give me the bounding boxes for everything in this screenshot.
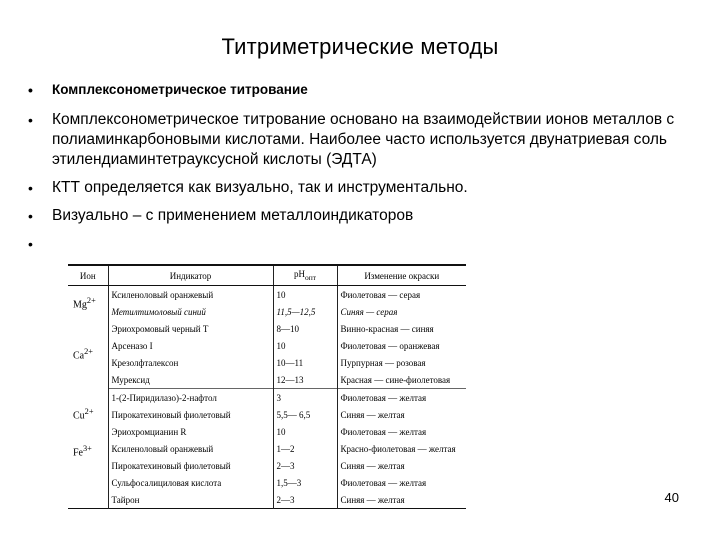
color-cell: Фиолетовая — оранжевая [340, 340, 440, 351]
ph-cell: 10—11 [273, 354, 337, 371]
color-cell: Синяя — серая [340, 306, 398, 317]
indicator-cell: Эриохромцианин R [108, 423, 273, 440]
table-row [68, 457, 466, 474]
bullet-text: Визуально – с применением металлоиндикаторов [52, 207, 414, 224]
page-number: 40 [664, 490, 679, 505]
indicator-cell: Ксиленоловый оранжевый [108, 440, 273, 457]
ph-cell: 11,5—12,5 [273, 303, 337, 320]
bullet-dot: • [28, 208, 33, 224]
bullet-dot: • [28, 180, 33, 196]
indicator-table [68, 264, 466, 509]
indicator-cell: Арсеназо I [108, 337, 273, 354]
bullet-text: Комплексонометрическое титрование основано на взаимодействии ионов металлов с полиаминкарбоновыми кислотами. Наиболее часто используется двунатриевая соль этилендиаминтетрауксусной кислоты (ЭДТА) [52, 111, 675, 168]
header-indicator: Индикатор [108, 265, 273, 286]
table-row [68, 354, 466, 371]
ph-cell: 1—2 [273, 440, 337, 457]
indicator-cell: Мурексид [108, 371, 273, 389]
table-row [68, 474, 466, 491]
ph-cell: 10 [273, 286, 337, 304]
ph-cell: 1,5—3 [273, 474, 337, 491]
color-cell: Фиолетовая — желтая [340, 426, 427, 437]
ion-cu: $Cu^{2+}$ [68, 389, 108, 441]
ion-ca: $Ca^{2+}$ [68, 320, 108, 389]
table-row [68, 303, 466, 320]
color-cell: Синяя — желтая [340, 409, 405, 420]
indicator-cell: 1-(2-Пиридилазо)-2-нафтол [108, 389, 273, 407]
color-cell: Синяя — желтая [340, 494, 405, 505]
bullet-text: КТТ определяется как визуально, так и инструментально. [52, 179, 468, 196]
header-ion: Ион [68, 265, 108, 286]
table-row [68, 320, 466, 337]
header-ph: $pH_{опт}$ [273, 265, 337, 286]
indicator-cell: Сульфосалициловая кислота [108, 474, 273, 491]
color-cell: Фиолетовая — желтая [340, 477, 427, 488]
bullet-text: Комплексонометрическое титрование [52, 82, 308, 97]
color-cell: Синяя — желтая [340, 460, 405, 471]
ph-cell: 8—10 [273, 320, 337, 337]
indicator-cell: Эриохромовый черный Т [108, 320, 273, 337]
table-row [68, 491, 466, 509]
color-cell: Винно-красная — синяя [340, 323, 434, 334]
ph-cell: 12—13 [273, 371, 337, 389]
bullet-item [28, 80, 698, 100]
ph-cell: 10 [273, 337, 337, 354]
ph-cell: 2—3 [273, 491, 337, 509]
color-cell: Фиолетовая — серая [340, 289, 421, 300]
indicator-cell: Метилтимоловый синий [108, 303, 273, 320]
slide-title: Титриметрические методы [221, 34, 499, 59]
bullet-dot: • [28, 236, 33, 252]
ion-fe: $Fe^{3+}$ [68, 440, 108, 509]
color-cell: Фиолетовая — желтая [337, 389, 466, 407]
table-row [68, 440, 466, 457]
ph-cell: 2—3 [273, 457, 337, 474]
table-row [68, 389, 466, 407]
indicator-cell: Тайрон [108, 491, 273, 509]
table-row [68, 423, 466, 440]
header-color-change: Изменение окраски [337, 265, 466, 286]
bullet-dot: • [28, 112, 33, 128]
indicator-cell: Пирокатехиновый фиолетовый [108, 457, 273, 474]
table-row [68, 337, 466, 354]
color-cell: Красно-фиолетовая — желтая [340, 443, 456, 454]
ion-mg: $Mg^{2+}$ [68, 286, 108, 321]
table-row [68, 286, 466, 304]
indicator-cell: Ксиленоловый оранжевый [108, 286, 273, 304]
ph-cell: 10 [273, 423, 337, 440]
bullet-item [28, 206, 698, 226]
indicator-table-image [68, 264, 466, 518]
ph-cell: 5,5— 6,5 [273, 406, 337, 423]
color-cell: Красная — сине-фиолетовая [340, 374, 451, 385]
indicator-cell: Пирокатехиновый фиолетовый [108, 406, 273, 423]
table-row [68, 371, 466, 389]
bullet-list [28, 80, 698, 252]
color-cell: Пурпурная — розовая [340, 357, 426, 368]
bullet-dot: • [28, 82, 33, 98]
table-header-row [68, 265, 466, 286]
ph-cell: 3 [273, 389, 337, 407]
bullet-item [28, 110, 698, 170]
bullet-item [28, 178, 698, 198]
table-row [68, 406, 466, 423]
indicator-cell: Крезолфталексон [108, 354, 273, 371]
